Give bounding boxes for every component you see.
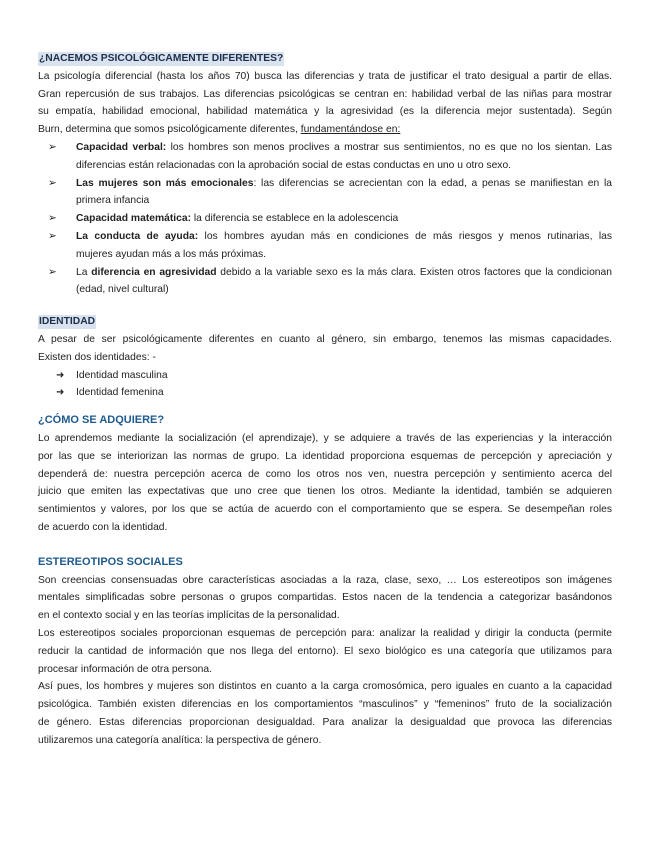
paragraph-line: Lo aprendemos mediante la socialización (el aprendizaje), y se adquiere a través de las experiencias y la interacción (38, 432, 612, 444)
section-estereotipos (38, 554, 612, 750)
paragraph-line: de acuerdo con la identidad. (38, 521, 168, 533)
paragraph-line: A pesar de ser psicológicamente diferentes en cuanto al género, sin embargo, tenemos las mismas capacidades. (38, 333, 612, 345)
bullet-bold: Capacidad matemática: (76, 213, 192, 225)
list-item (38, 384, 612, 402)
heading-identidad: IDENTIDAD (39, 316, 96, 328)
section-identidad (38, 313, 612, 402)
paragraph-line: procesar información de otra persona. (38, 663, 212, 675)
list-item (38, 367, 612, 385)
section-nacemos (38, 50, 612, 299)
paragraph-line: su empatía, habilidad emocional, habilidad matemática y la agresividad (es la diferencia mejor sustentada). Según (38, 106, 612, 118)
bullet-bold: La conducta de ayuda: (76, 230, 199, 242)
paragraph-line: Existen dos identidades: - (38, 351, 156, 363)
list-item-label: Identidad masculina (76, 369, 168, 381)
underlined-text: fundamentándose en: (300, 124, 401, 136)
bullet-text: : las diferencias se acrecientan con la edad, a penas se manifiestan en la (253, 177, 612, 189)
bullet-line: primera infancia (76, 195, 150, 207)
bullet-bold: Las mujeres son más emocionales (76, 177, 254, 189)
bullet-arrow-icon: ➢ (48, 230, 57, 242)
bullet-line: diferencias están relacionadas con la aprobación social de estas conductas en uno u otro sexo. (76, 159, 512, 171)
bullet-line (76, 264, 612, 282)
heading-row (38, 50, 612, 68)
paragraph-line: La psicología diferencial (hasta los años 70) busca las diferencias y trata de justificar el trato desigual a partir de ellas. (38, 70, 612, 82)
bullet-line: (edad, nivel cultural) (76, 284, 169, 296)
bullet-line (76, 228, 612, 246)
bullet-text: los hombres son menos proclives a mostrar sus sentimientos, no es que no los sientan. Las (166, 141, 612, 153)
bullet-text: la diferencia se establece en la adolescencia (191, 213, 399, 225)
bullet-item (38, 175, 612, 211)
paragraph-line: Los estereotipos sociales proporcionan esquemas de percepción para: analizar la realidad y dirigir la conducta (permite (38, 627, 612, 639)
list-item-label: Identidad femenina (76, 387, 164, 399)
bullet-item (38, 264, 612, 300)
bullet-text: La (76, 266, 92, 278)
bullet-item (38, 139, 612, 175)
paragraph-line: sentimientos y valores, por los que se actúa de acuerdo con el comportamiento que se espera. Se desempeñan roles (38, 504, 612, 516)
paragraph-line: por las que se interiorizan las normas de grupo. La identidad proporciona esquemas de percepción y apreciación y (38, 450, 612, 462)
bullet-arrow-icon: ➢ (48, 213, 57, 225)
bullet-text: los hombres ayudan más en condiciones de más riesgos y menos rutinarias, las (198, 230, 612, 242)
paragraph-line (38, 121, 612, 139)
heading-nacemos: ¿NACEMOS PSICOLÓGICAMENTE DIFERENTES? (39, 53, 284, 64)
paragraph-line: psicológica. También existen diferencias en los comportamientos “masculinos” y “femeninos” fruto de la socialización (38, 699, 612, 711)
bullet-arrow-icon: ➢ (48, 266, 57, 278)
paragraph-line: de género. Estas diferencias proporcionan desigualdad. Para analizar la desigualdad que provoca las diferencias (38, 716, 612, 728)
bullet-line: mujeres ayudan más a los más próximas. (76, 248, 266, 260)
heading-row (38, 313, 612, 331)
bullet-item (38, 210, 612, 228)
bullet-line (76, 139, 612, 157)
paragraph-line: Gran repercusión de sus trabajos. Las diferencias psicológicas se centran en: habilidad verbal de las niñas para mostrar (38, 88, 612, 100)
paragraph-line: en el contexto social y en las teorías implícitas de la personalidad. (38, 610, 340, 622)
bullet-bold: diferencia en agresividad (91, 266, 217, 278)
paragraph-line: juicio que emiten las expectativas que uno cree que tienen los otros. Mediante la identidad, también se adquieren (38, 486, 612, 498)
paragraph-line: Son creencias consensuadas obre características asociadas a la raza, clase, sexo, … Los estereotipos son imágenes (38, 574, 612, 586)
arrow-right-icon: ➜ (56, 387, 65, 399)
bullet-item (38, 228, 612, 264)
bullet-arrow-icon: ➢ (48, 141, 57, 153)
bullet-text: debido a la variable sexo es la más clara. Existen otros factores que la condicionan (216, 266, 612, 278)
paragraph-line: utilizaremos una categoría analítica: la perspectiva de género. (38, 734, 322, 746)
arrow-right-icon: ➜ (56, 369, 65, 381)
paragraph-line: mentales simplificadas sobre personas o grupos compartidas. Estos nacen de la tendencia a categorizar basándonos (38, 592, 612, 604)
heading-como-se-adquiere: ¿CÓMO SE ADQUIERE? (38, 414, 165, 427)
paragraph-line: dependerá de: nuestra percepción acerca de como los otros nos ven, nuestra percepción y sentimiento acerca del (38, 468, 612, 480)
section-como-se-adquiere (38, 412, 612, 537)
heading-estereotipos: ESTEREOTIPOS SOCIALES (38, 555, 183, 568)
bullet-bold: Capacidad verbal: (76, 141, 167, 153)
bullet-line (76, 175, 612, 193)
bullet-arrow-icon: ➢ (48, 177, 57, 189)
paragraph-line: Así pues, los hombres y mujeres son distintos en cuanto a la carga cromosómica, pero iguales en cuanto a la capacidad (38, 681, 612, 693)
bullet-line (76, 210, 612, 228)
paragraph-line: reducir la cantidad de información que nos llega del entorno). El sexo biológico es una categoría que utilizamos para (38, 645, 612, 657)
paragraph-text: Burn, determina que somos psicológicamente diferentes, (38, 124, 301, 136)
